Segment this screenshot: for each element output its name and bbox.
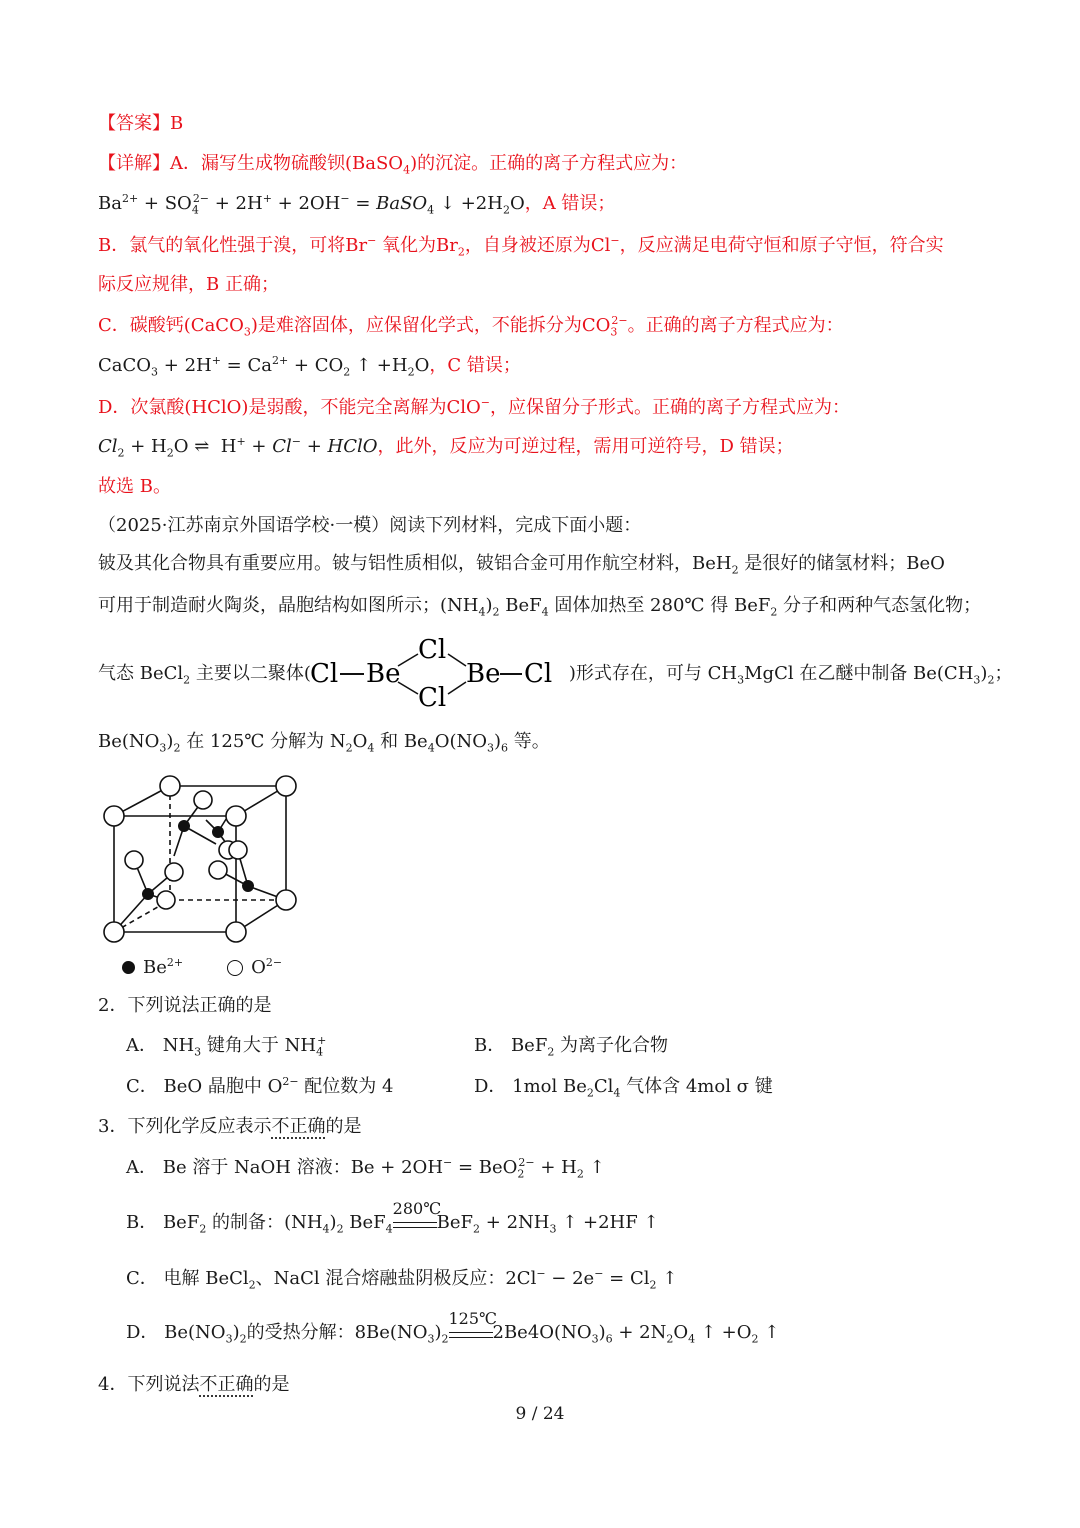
q3-c-text: C． 电解 BeCl [126,1268,249,1289]
q3-option-b[interactable]: B． BeF$_2$ 的制备：$(NH_4)_2$ BeF$_4$ 280℃ $BeF_2 + 2NH_3$ ↑ +2HF ↑ [126,1199,659,1236]
detail-b-line1: B．氯气的氧化性强于溴，可将Br− 氧化为$Br_2$，自身被还原为Cl−，反应满足电荷守恒和原子守恒，符合实 [98,234,944,259]
legend-be-symbol: Be [143,957,167,978]
detail-label: 【详解】 [98,153,170,174]
detail-a-text2: )的沉淀。正确的离子方程式应为： [410,153,688,174]
q2-c-text: C． BeO 晶胞中 O [126,1076,283,1097]
q3-b-label: 的制备： [206,1212,285,1233]
material-p3d-text: MgCl 在乙醚中制备 Be(CH [744,663,974,684]
detail-d-tail: ，此外，反应为可逆过程，需用可逆符号，D 错误； [377,436,794,457]
q4-stem-emphasis: 不正确 [199,1374,254,1395]
q2-a-text2: 键角大于 NH [201,1035,317,1056]
q3-b-text: B． BeF [126,1212,200,1233]
dimer-be-right: Be [466,659,501,689]
q3-d-text: D． Be(NO [126,1322,226,1343]
material-p3c-text: )形式存在，可与 CH [568,663,738,684]
dimer-be-left: Be [366,659,401,689]
q3-stem-part1: 3．下列化学反应表示 [98,1116,272,1137]
q2-stem: 2．下列说法正确的是 [98,995,272,1016]
q3-stem-part2: 的是 [325,1116,362,1137]
detail-c-line1: C．碳酸钙(CaCO$_3$)是难溶固体，应保留化学式，不能拆分为$CO_3^{2-}$。正确的离子方程式应为： [98,314,844,339]
q3-c-label: 、NaCl 混合熔融盐阴极反应： [255,1268,506,1289]
material-p4b-text: 和 Be [374,731,428,752]
detail-b-text4: ，反应满足电荷守恒和原子守恒，符合实 [619,235,944,256]
q3-option-d[interactable]: D． $Be(NO_3)_2$的受热分解：$8Be(NO_3)_2$ 125℃ $2Be4O(NO_3)_6 + 2N_2O_4$ ↑ $+O_2$ ↑ [126,1309,780,1346]
material-p1: 铍及其化合物具有重要应用。铍与铝性质相似，铍铝合金可用作航空材料，BeH$_2$ 是很好的储氢材料；BeO [98,553,945,577]
diagram-legend [122,957,282,978]
legend-be-charge: 2+ [166,956,184,969]
dimer-cl-bottom: Cl [418,683,447,712]
material-p4: $Be(NO_3)_2$ 在 125℃ 分解为 $N_2O_4$ 和 $Be_4O(NO_3)_6$ 等。 [98,731,550,755]
answer-label: 【答案】 [98,113,170,134]
q2-option-b[interactable]: B． BeF$_2$ 为离子化合物 [474,1035,669,1059]
dimer-cl-right: Cl [524,659,553,689]
material-p2c-text: 分子和两种气态氢化物； [777,595,982,616]
o-ion-marker [227,960,243,976]
legend-o-symbol: O [251,957,266,978]
q3-stem [98,1115,361,1139]
material-p2b-text: 固体加热至 280℃ 得 BeF [548,595,771,616]
q3-option-c[interactable]: C． 电解 BeCl$_2$、NaCl 混合熔融盐阴极反应：$2Cl^- - 2e^- = Cl_2$ ↑ [126,1267,678,1292]
q2-option-c[interactable]: C． BeO 晶胞中 $O^{2-}$ 配位数为 4 [126,1075,394,1097]
detail-c-text2: )是难溶固体，应保留化学式，不能拆分为CO [250,315,611,336]
conclusion: 故选 B。 [98,476,171,497]
q2-b-text: B． BeF [474,1035,548,1056]
material-p2: 可用于制造耐火陶炎，晶胞结构如图所示；$(NH_4)_2$ BeF$_4$ 固体加热至 280℃ 得 BeF$_2$ 分子和两种气态氢化物； [98,595,982,619]
detail-d-equation: $Cl_2 + H_2O$ ⇌ H+ + Cl− + HClO，此外，反应为可逆过程，需用可逆符号，D 错误； [98,435,794,460]
detail-d-text1: D．次氯酸(HClO)是弱酸，不能完全离解为ClO [98,397,481,418]
q3-d-condition [448,1309,497,1345]
q2-b-text2: 为离子化合物 [554,1035,669,1056]
material-p3b-text: 主要以二聚体( [190,663,311,684]
material-p1-text: 铍及其化合物具有重要应用。铍与铝性质相似，铍铝合金可用作航空材料，BeH [98,553,732,574]
dimer-cl-left: Cl [310,659,339,689]
detail-c-text3: 。正确的离子方程式应为： [627,315,844,336]
q3-b-condition [392,1199,442,1235]
detail-d-line1: D．次氯酸(HClO)是弱酸，不能完全离解为ClO−，应保留分子形式。正确的离子方程式应为： [98,396,850,418]
detail-a-equation: $Ba^{2+} + SO_4^{2-} + 2H^+ + 2OH^-$ = BaSO$_4$ ↓ $+2H_2O$，A 错误； [98,192,616,217]
detail-a-text: A．漏写生成物硫酸钡(BaSO [170,153,404,174]
q4-stem [98,1373,289,1397]
answer-line [98,112,183,136]
page-number: 9 / 24 [515,1404,565,1424]
legend-o-charge: 2− [265,956,283,969]
q3-b-temperature: 280℃ [392,1199,442,1218]
detail-a: 【详解】A．漏写生成物硫酸钡(BaSO$_4$)的沉淀。正确的离子方程式应为： [98,153,688,177]
material-p2-text: 可用于制造耐火陶炎，晶胞结构如图所示； [98,595,440,616]
q3-d-label: 的受热分解： [246,1322,355,1343]
material-p3a-text: 气态 BeCl [98,663,184,684]
detail-b-line2: 际反应规律，B 正确； [98,274,279,295]
answer-value: B [170,113,184,134]
q4-stem-part1: 4．下列说法 [98,1374,200,1395]
material-p4a-text: 在 125℃ 分解为 N [186,731,346,752]
material-p3: 气态 BeCl$_2$ 主要以二聚体( )形式存在，可与 $CH_3MgCl$ 在乙醚中制备 $Be(CH_3)_2$； [98,663,1013,687]
detail-b-text3: ，自身被还原为Cl [464,235,611,256]
q3-d-temperature: 125℃ [448,1309,497,1328]
legend-be [143,957,183,978]
q2-option-a[interactable]: A． $NH_3$ 键角大于 $NH_4^+$ [126,1034,327,1059]
beo-unit-cell-diagram [96,770,306,950]
q3-option-a[interactable]: A． Be 溶于 NaOH 溶液：$Be + 2OH^- = BeO_2^{2-} + H_2$ ↑ [126,1156,605,1181]
detail-d-text2: ，应保留分子形式。正确的离子方程式应为： [489,397,850,418]
q2-d-text2: 气体含 4mol σ 键 [620,1076,773,1097]
detail-c-equation: CaCO$_3$ + $2H^+ = Ca^{2+} + CO_2$ ↑ $+H_2O$，C 错误； [98,354,521,379]
q3-stem-emphasis: 不正确 [271,1116,326,1137]
detail-a-tail: ，A 错误； [524,193,616,214]
q2-option-d[interactable]: D． 1mol $Be_2Cl_4$ 气体含 4mol σ 键 [474,1076,773,1100]
source-line: （2025·江苏南京外国语学校·一模）阅读下列材料，完成下面小题： [98,515,642,536]
q2-a-text: A． NH [126,1035,195,1056]
material-p1b-text: 是很好的储氢材料；BeO [738,553,945,574]
q4-stem-part2: 的是 [253,1374,290,1395]
q3-a-text: A． Be 溶于 NaOH 溶液： [126,1157,351,1178]
material-p3e-text: ； [994,663,1013,684]
detail-b-text2: 氧化为Br [376,235,458,256]
legend-o [251,957,282,978]
detail-c-text1: C．碳酸钙(CaCO [98,315,244,336]
q2-c-text2: 配位数为 4 [298,1076,394,1097]
detail-b-text1: B．氯气的氧化性强于溴，可将Br [98,235,368,256]
be-ion-marker [122,961,135,974]
q2-d-text: D． 1mol Be [474,1076,587,1097]
detail-c-tail: ，C 错误； [429,355,521,376]
becl2-dimer-structure [300,634,560,712]
material-p4c-text: 等。 [513,731,550,752]
dimer-cl-top: Cl [418,635,447,665]
